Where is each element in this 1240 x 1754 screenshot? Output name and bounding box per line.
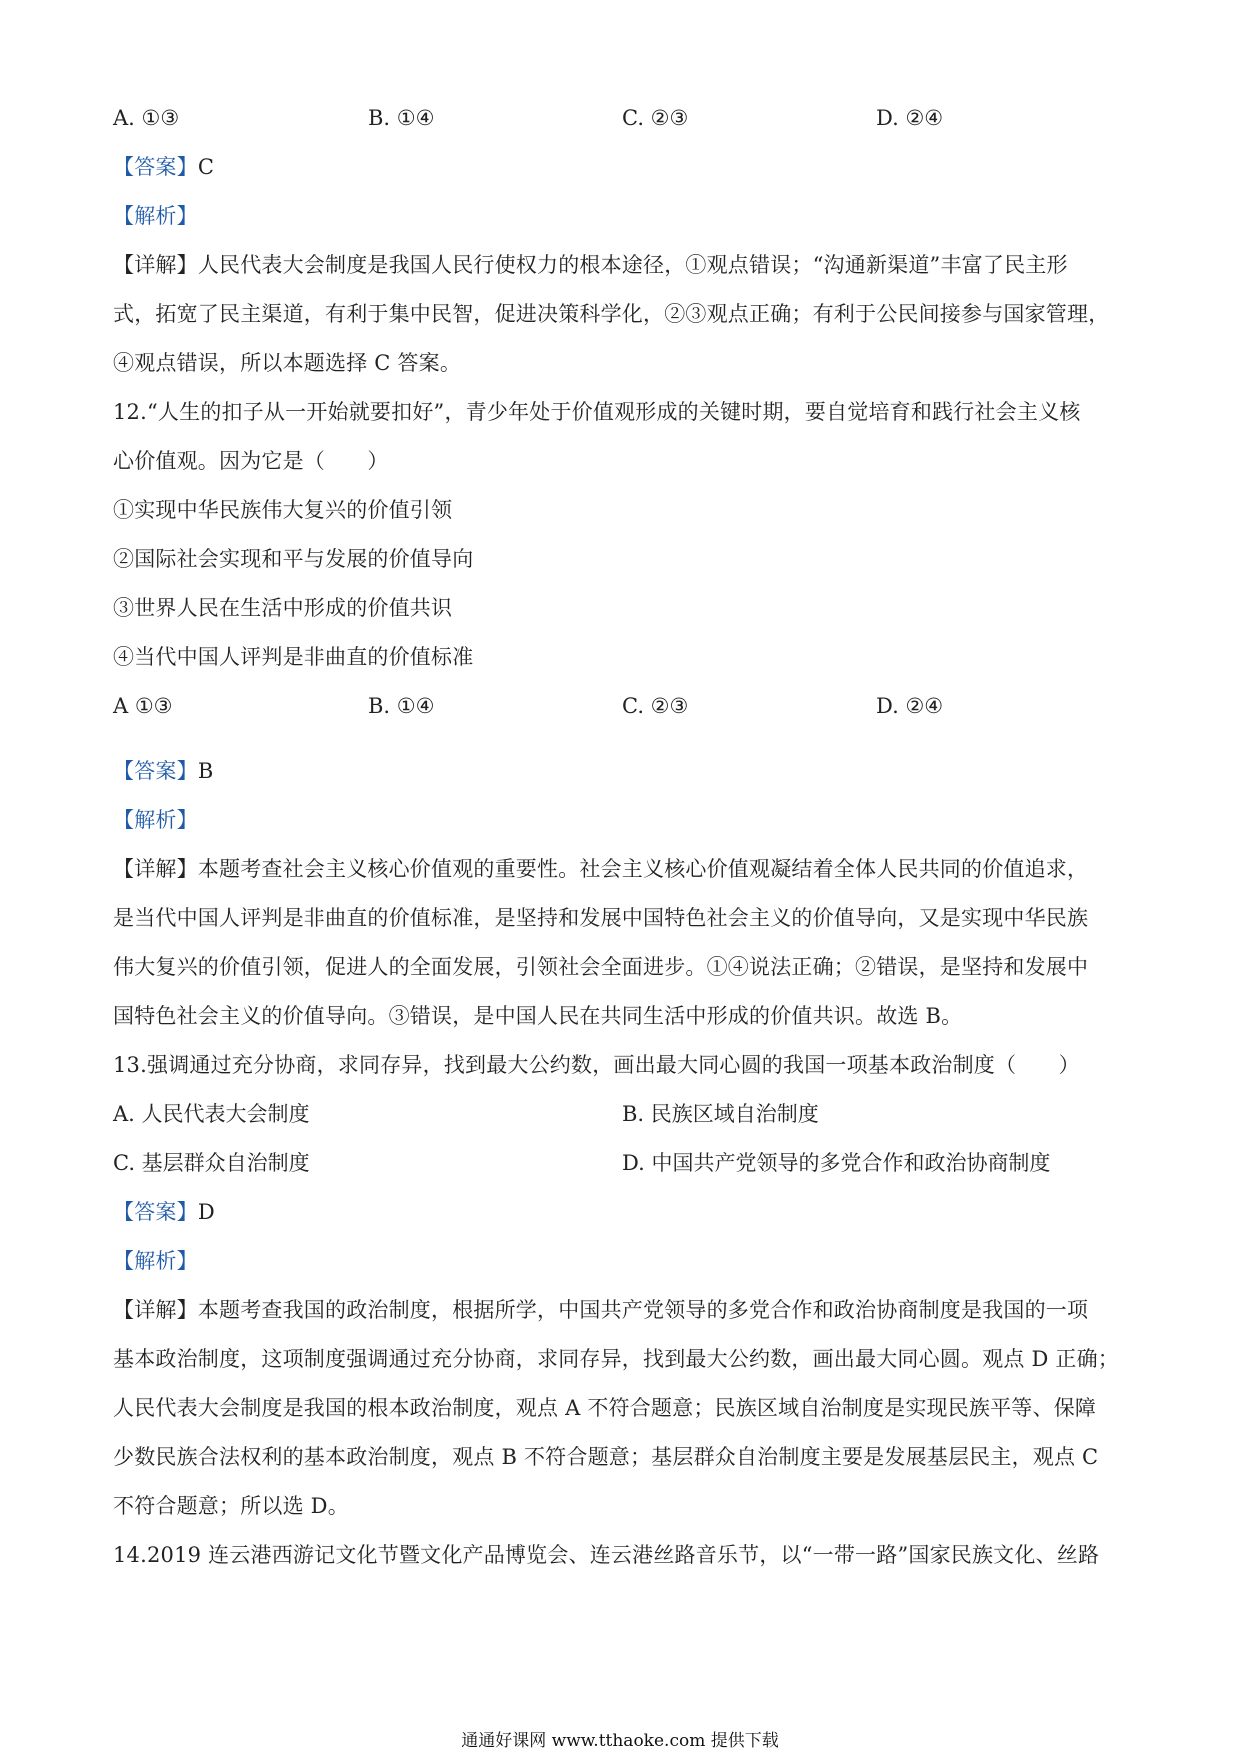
- q11-detail-line-1: [113, 250, 1133, 280]
- q12-statement-2: ②国际社会实现和平与发展的价值导向: [113, 547, 474, 571]
- q11-option-c: C. ②③: [622, 106, 689, 130]
- q12-option-c: C. ②③: [622, 694, 689, 718]
- q12-detail-line-1: [113, 854, 1133, 884]
- q13-stem: 13.强调通过充分协商，求同存异，找到最大公约数，画出最大同心圆的我国一项基本政治制度（ ）: [113, 1053, 1080, 1077]
- q14-stem: 14.2019 连云港西游记文化节暨文化产品博览会、连云港丝路音乐节，以“一带一路”国家民族文化、丝路: [113, 1543, 1100, 1567]
- q13-detail-line-3: 人民代表大会制度是我国的根本政治制度，观点 A 不符合题意；民族区域自治制度是实现民族平等、保障: [113, 1396, 1097, 1420]
- answer-tag: 【答案】: [113, 1200, 198, 1224]
- q13-option-c: C. 基层群众自治制度: [113, 1151, 310, 1175]
- q12-stem-line-2: 心价值观。因为它是（ ）: [113, 449, 389, 473]
- detail-tag: 【详解】: [113, 857, 198, 881]
- q11-answer: [113, 152, 1133, 182]
- q13-detail-line-4: 少数民族合法权利的基本政治制度，观点 B 不符合题意；基层群众自治制度主要是发展基层民主，观点 C: [113, 1445, 1099, 1469]
- q12-option-b: B. ①④: [368, 694, 435, 718]
- answer-tag: 【答案】: [113, 759, 198, 783]
- detail-text: 本题考查社会主义核心价值观的重要性。社会主义核心价值观凝结着全体人民共同的价值追求，: [197, 857, 1089, 881]
- q11-analysis-tag: 【解析】: [113, 204, 198, 228]
- detail-text: 本题考查我国的政治制度，根据所学，中国共产党领导的多党合作和政治协商制度是我国的一项: [197, 1298, 1089, 1322]
- q12-statement-3: ③世界人民在生活中形成的价值共识: [113, 596, 453, 620]
- answer-value: D: [197, 1200, 215, 1224]
- q13-detail-line-5: 不符合题意；所以选 D。: [113, 1494, 349, 1518]
- q11-detail-line-2: 式，拓宽了民主渠道，有利于集中民智，促进决策科学化，②③观点正确；有利于公民间接参与国家管理，: [113, 302, 1110, 326]
- q12-statement-1: ①实现中华民族伟大复兴的价值引领: [113, 498, 453, 522]
- q12-stem-line-1: 12.“人生的扣子从一开始就要扣好”，青少年处于价值观形成的关键时期，要自觉培育和践行社会主义核: [113, 400, 1081, 424]
- q12-detail-line-2: 是当代中国人评判是非曲直的价值标准，是坚持和发展中国特色社会主义的价值导向，又是实现中华民族: [113, 906, 1089, 930]
- q13-detail-line-2: 基本政治制度，这项制度强调通过充分协商，求同存异，找到最大公约数，画出最大同心圆。观点 D 正确；: [113, 1347, 1119, 1371]
- q13-option-a: A. 人民代表大会制度: [113, 1102, 310, 1126]
- page-footer: 通通好课网 www.tthaoke.com 提供下载: [461, 1731, 779, 1751]
- q12-detail-line-4: 国特色社会主义的价值导向。③错误，是中国人民在共同生活中形成的价值共识。故选 B。: [113, 1004, 963, 1028]
- q11-option-b: B. ①④: [368, 106, 435, 130]
- q13-option-b: B. 民族区域自治制度: [622, 1102, 819, 1126]
- detail-tag: 【详解】: [113, 1298, 198, 1322]
- q12-analysis-tag: 【解析】: [113, 808, 198, 832]
- q11-option-a: A. ①③: [113, 106, 180, 130]
- q12-detail-line-3: 伟大复兴的价值引领，促进人的全面发展，引领社会全面进步。①④说法正确；②错误，是坚持和发展中: [113, 955, 1089, 979]
- answer-value: C: [197, 155, 215, 179]
- q13-analysis-tag: 【解析】: [113, 1249, 198, 1273]
- answer-value: B: [197, 759, 214, 783]
- q12-answer: [113, 756, 1133, 786]
- detail-text: 人民代表大会制度是我国人民行使权力的根本途径，①观点错误；“沟通新渠道”丰富了民主形: [197, 253, 1068, 277]
- q13-answer: [113, 1197, 1133, 1227]
- detail-tag: 【详解】: [113, 253, 198, 277]
- q12-option-d: D. ②④: [876, 694, 944, 718]
- q11-option-d: D. ②④: [876, 106, 944, 130]
- q13-option-d: D. 中国共产党领导的多党合作和政治协商制度: [622, 1151, 1051, 1175]
- answer-tag: 【答案】: [113, 155, 198, 179]
- q12-statement-4: ④当代中国人评判是非曲直的价值标准: [113, 645, 474, 669]
- q12-option-a: A ①③: [113, 694, 173, 718]
- q13-detail-line-1: [113, 1295, 1133, 1325]
- q11-detail-line-3: ④观点错误，所以本题选择 C 答案。: [113, 351, 462, 375]
